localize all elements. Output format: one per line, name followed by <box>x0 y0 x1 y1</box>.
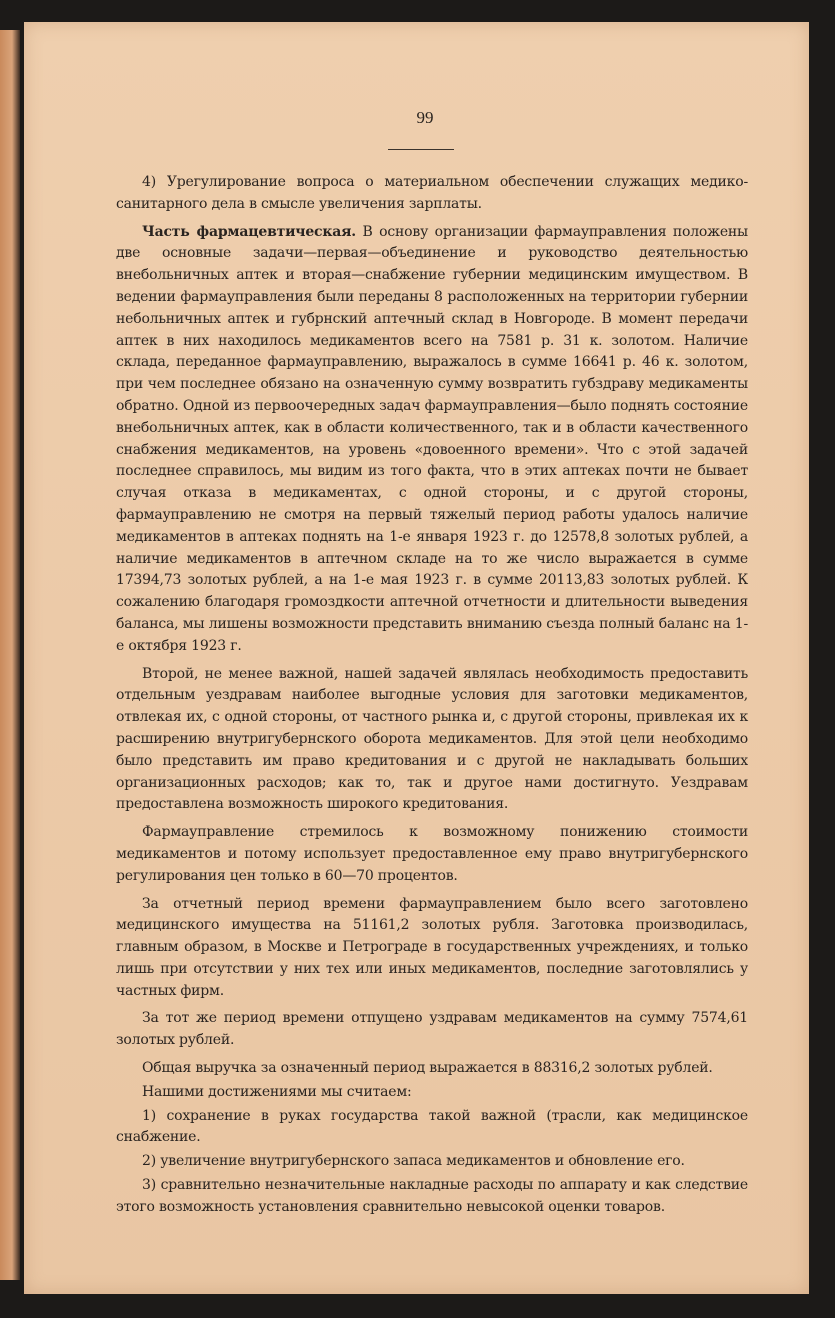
list-item <box>116 1151 748 1173</box>
paragraph <box>116 172 748 216</box>
paragraph-text: Фармауправление стремилось к возможному понижению стоимости медикаментов и потому использует предоставленное ему право внутригубернского регулирования цен только в 60—70 процентов. <box>116 824 748 884</box>
paragraph-text: За отчетный период времени фармауправлением было всего заготовлено медицинского имущества на 51161,2 золотых рубля. Заготовка производилась, главным образом, в Москве и Петрограде в государственных учреждениях, и только лишь при отсутствии у них тех или иных медикаментов, последние заготовлялись у частных фирм. <box>116 895 748 999</box>
list-item <box>116 1106 748 1150</box>
paragraph <box>116 822 748 887</box>
paragraph-lead: Часть фармацевтическая. <box>142 223 356 240</box>
list-item <box>116 1175 748 1219</box>
paragraph-text: 3) сравнительно незначительные накладные расходы по аппарату и как следствие этого возможность установления сравнительно невысокой оценки товаров. <box>116 1177 748 1215</box>
paragraph-text: 2) увеличение внутригубернского запаса медикаментов и обновление его. <box>142 1153 685 1170</box>
paragraph <box>116 664 748 817</box>
body-text <box>116 172 748 1221</box>
paragraph <box>116 222 748 658</box>
adjacent-page-edge <box>0 30 20 1280</box>
paragraph <box>116 1058 748 1080</box>
paragraph-text: 1) сохранение в руках государства такой важной (трасли, как медицинское снабжение. <box>116 1107 748 1146</box>
page-number: 99 <box>416 108 434 127</box>
paragraph-text: Второй, не менее важной, нашей задачей являлась необходимость предоставить отдельным уездравам наиболее выгодные условия для заготовки медикаментов, отвлекая их, с одной стороны, от частного рынка и, с другой стороны, привлекая их к расширению внутригубернского оборота медикаментов. Для этой цели необходимо было представить им право кредитования и с другой не накладывать больших организационных расходов; как то, так и другое нами достигнуто. Уездравам предоставлена возможность широкого кредитования. <box>116 665 748 813</box>
paragraph-text: За тот же период времени отпущено уздравам медикаментов на сумму 7574,61 золотых рублей. <box>116 1010 748 1049</box>
paragraph <box>116 894 748 1003</box>
paragraph-text: Нашими достижениями мы считаем: <box>142 1083 412 1100</box>
paragraph <box>116 1008 748 1052</box>
document-page <box>24 22 809 1294</box>
paragraph-text: Общая выручка за означенный период выражается в 88316,2 золотых рублей. <box>142 1060 713 1077</box>
paragraph-text: В основу организации фармауправления положены две основные задачи—первая—объединение и руководство деятельностью внебольничных аптек и вторая—снабжение губернии медицинским имуществом. В ведении фармауправления были переданы 8 расположенных на территории губернии небольничных аптек и губрнский аптечный склад в Новгороде. В момент передачи аптек в них находилось медикаментов всего на 7581 р. 31 к. золотом. Наличие склада, переданное фармауправлению, выражалось в сумме 16641 р. 46 к. золотом, при чем последнее обязано на означенную сумму возвратить губздраву медикаменты обратно. Одной из первоочередных задач фармауправления—было поднять состояние внебольничных аптек, как в области количественного, так и в области качественного снабжения медикаментов, на уровень «довоенного времени». Что с этой задачей последнее справилось, мы видим из того факта, что в этих аптеках почти не бывает случая отказа в медикаментах, с одной стороны, и с другой стороны, фармауправлению не смотря на первый тяжелый период работы удалось наличие медикаментов в аптеках поднять на 1-е января 1923 г. до 12578,8 золотых рублей, а наличие медикаментов в аптечном складе на то же число выражается в сумме 17394,73 золотых рублей, а на 1-е мая 1923 г. в сумме 20113,83 золотых рублей. К сожалению благодаря громоздкости аптечной отчетности и длительности выведения баланса, мы лишены возможности представить вниманию съезда полный баланс на 1-е октября 1923 г. <box>116 223 748 654</box>
paragraph-text: 4) Урегулирование вопроса о материальном обеспечении служащих медико-санитарного дела в смысле увеличения зарплаты. <box>116 174 748 212</box>
page-number-rule <box>388 149 454 150</box>
paragraph <box>116 1082 748 1104</box>
